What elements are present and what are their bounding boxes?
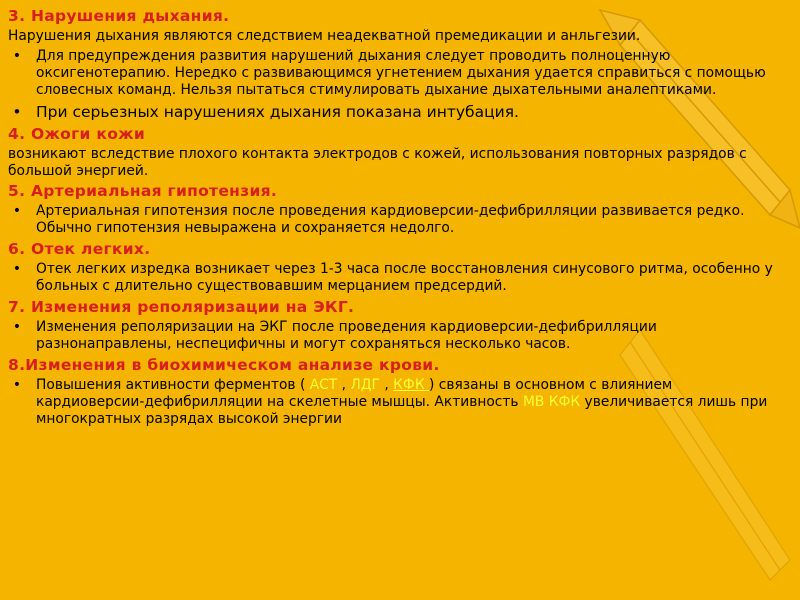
enzyme-kfk: КФК <box>393 377 429 393</box>
list-item-text: Отек легких изредка возникает через 1-3 часа после восстановления синусового ритма, особенно у больных с длительно существовавшим мерцанием предсердий. <box>36 261 773 294</box>
separator: , <box>337 377 351 393</box>
list-item <box>8 377 778 428</box>
list-item <box>8 48 778 99</box>
bullet-icon: • <box>12 203 22 219</box>
section-heading-burns: 4. Ожоги кожи <box>8 125 146 143</box>
list-item <box>8 103 778 122</box>
list-item-text: Артериальная гипотензия после проведения кардиоверсии-дефибрилляции развивается редко. Обычно гипотензия невыражена и сохраняется недолго. <box>36 203 745 236</box>
enzyme-mv-kfk: МВ КФК <box>522 394 581 410</box>
list-item-text: Изменения реполяризации на ЭКГ после проведения кардиоверсии-дефибрилляции разнонаправлены, неспецифичны и могут сохраняться несколько часов. <box>36 319 657 352</box>
list-item <box>8 203 778 237</box>
section-heading-pulmonary-edema: 6. Отек легких. <box>8 240 151 258</box>
section-heading-breathing: 3. Нарушения дыхания. <box>8 7 230 25</box>
enzyme-ast: АСТ <box>309 377 338 393</box>
list-item <box>8 319 778 353</box>
list-item <box>8 261 778 295</box>
text-part: Повышения активности ферментов ( <box>36 377 310 393</box>
section-heading-biochemistry: 8.Изменения в биохимическом анализе крови. <box>8 356 440 374</box>
section-heading-repolarization: 7. Изменения реполяризации на ЭКГ. <box>8 298 355 316</box>
bullet-icon: • <box>12 48 22 64</box>
slide-content <box>8 6 778 432</box>
bullet-icon: • <box>12 319 22 335</box>
section-heading-hypotension: 5. Артериальная гипотензия. <box>8 182 278 200</box>
list-item-text: При серьезных нарушениях дыхания показана интубация. <box>36 103 519 121</box>
section-intro-burns: возникают вследствие плохого контакта электродов с кожей, использования повторных разрядов с большой энергией. <box>8 146 747 179</box>
bullet-icon: • <box>12 103 22 121</box>
section-intro-breathing: Нарушения дыхания являются следствием неадекватной премедикации и анльгезии. <box>8 28 641 44</box>
bullet-icon: • <box>12 377 22 393</box>
list-item-text <box>36 377 767 427</box>
list-item-text: Для предупреждения развития нарушений дыхания следует проводить полноценную оксигенотерапию. Нередко с развивающимся угнетением дыхания удается справиться с помощью словесных команд. Нельзя пытаться стимулировать дыхание дыхательными аналептиками. <box>36 48 766 98</box>
text-part: увеличивается лишь при многократных разрядах высокой энергии <box>36 394 768 427</box>
text-part: ) связаны в основном с влиянием кардиоверсии-дефибрилляции на скелетные мышцы. Активность <box>36 377 673 410</box>
enzyme-ldg: ЛДГ <box>350 377 380 393</box>
bullet-icon: • <box>12 261 22 277</box>
separator: , <box>379 377 394 393</box>
